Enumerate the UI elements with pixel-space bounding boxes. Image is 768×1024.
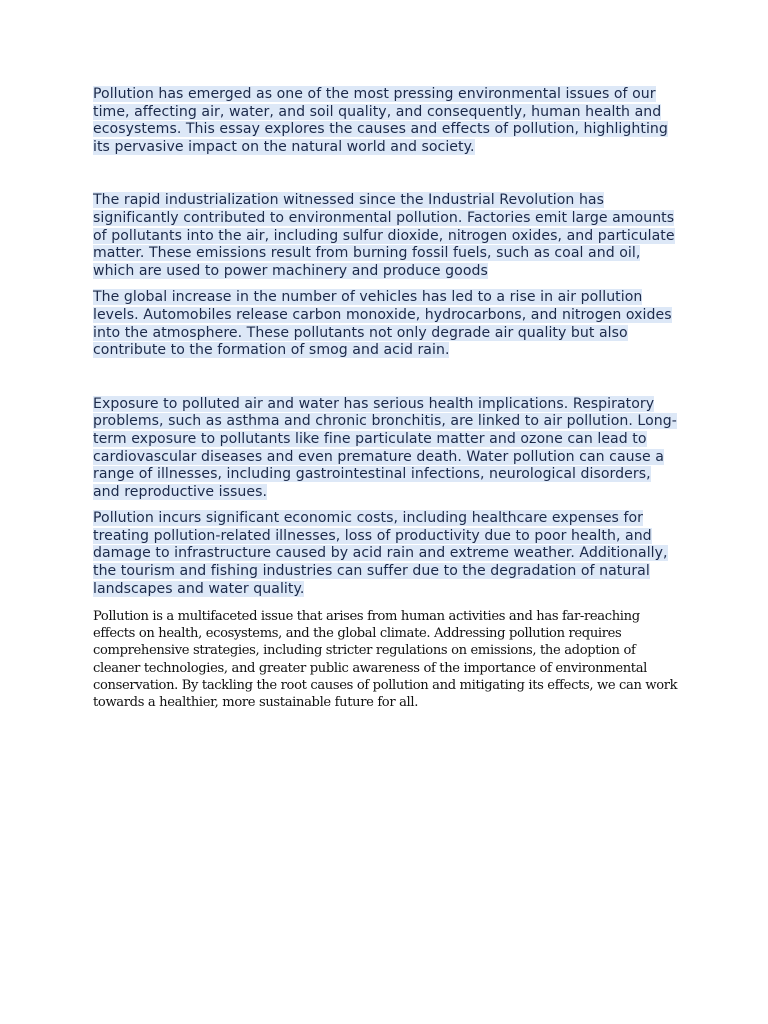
paragraph-text: The rapid industrialization witnessed since the Industrial Revolution has significantly contributed to environmental pollution. Factories emit large amounts of pollutants into the air, including sulfur dioxide, nitrogen oxides, and particulate matter. These emissions result from burning fossil fuels, such as coal and oil, which are used to power machinery and produce goods <box>93 192 675 279</box>
paragraph-economic <box>93 510 677 598</box>
paragraph-vehicles <box>93 289 677 359</box>
paragraph-health <box>93 396 677 502</box>
document-page <box>93 86 677 711</box>
paragraph-introduction <box>93 86 677 156</box>
paragraph-industrialization <box>93 192 677 280</box>
paragraph-text: Pollution has emerged as one of the most pressing environmental issues of our time, affecting air, water, and soil quality, and consequently, human health and ecosystems. This essay explores the causes and effects of pollution, highlighting its pervasive impact on the natural world and society. <box>93 86 668 155</box>
paragraph-text: Pollution incurs significant economic costs, including healthcare expenses for treating pollution-related illnesses, loss of productivity due to poor health, and damage to infrastructure caused by acid rain and extreme weather. Additionally, the tourism and fishing industries can suffer due to the degradation of natural landscapes and water quality. <box>93 510 668 597</box>
paragraph-text: The global increase in the number of vehicles has led to a rise in air pollution levels. Automobiles release carbon monoxide, hydrocarbons, and nitrogen oxides into the atmosphere. These pollutants not only degrade air quality but also contribute to the formation of smog and acid rain. <box>93 289 672 359</box>
paragraph-text: Exposure to polluted air and water has serious health implications. Respiratory problems, such as asthma and chronic bronchitis, are linked to air pollution. Long-term exposure to pollutants like fine particulate matter and ozone can lead to cardiovascular diseases and even premature death. Water pollution can cause a range of illnesses, including gastrointestinal infections, neurological disorders, and reproductive issues. <box>93 395 677 500</box>
paragraph-conclusion: Pollution is a multifaceted issue that arises from human activities and has far-reaching effects on health, ecosystems, and the global climate. Addressing pollution requires comprehensive strategies, including stricter regulations on emissions, the adoption of cleaner technologies, and greater public awareness of the importance of environmental conservation. By tackling the root causes of pollution and mitigating its effects, we can work towards a healthier, more sustainable future for all. <box>93 609 678 710</box>
